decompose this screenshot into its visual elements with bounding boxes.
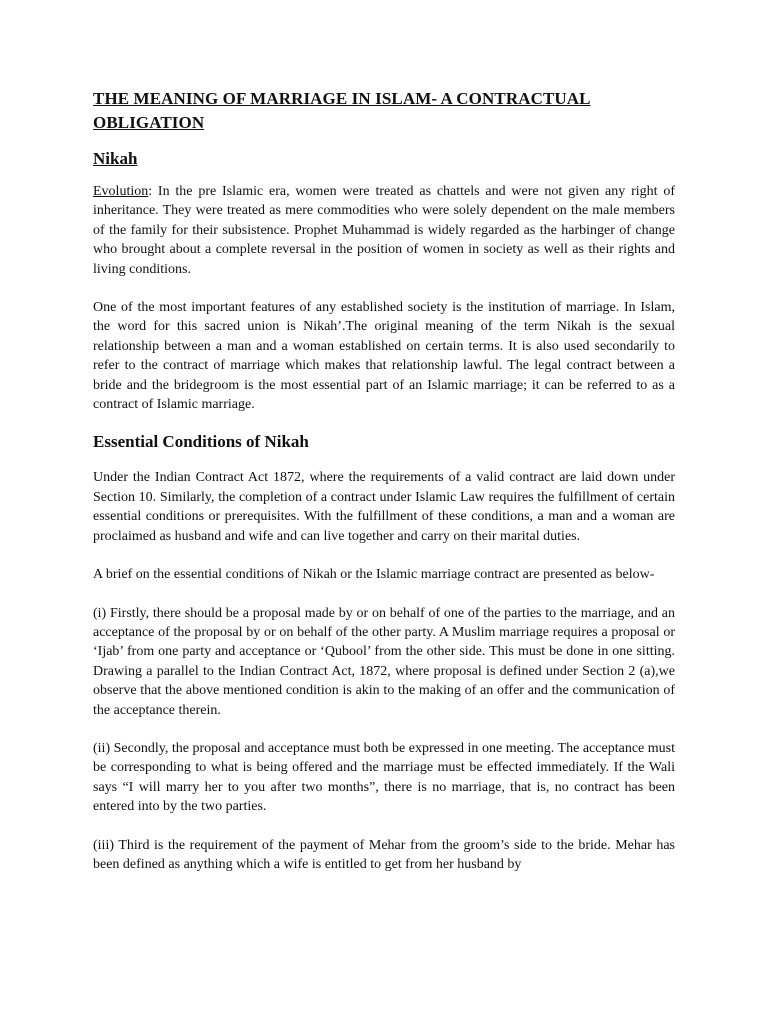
paragraph-condition-1: (i) Firstly, there should be a proposal made by or on behalf of one of the parties to the marriage, and an acceptance of the proposal by or on behalf of the other party. A Muslim marriage requires a proposal or ‘Ijab’ from one party and acceptance or ‘Qubool’ from the other side. This must be done in one sitting. Drawing a parallel to the Indian Contract Act, 1872, where proposal is defined under Section 2 (a),we observe that the above mentioned condition is akin to the making of an offer and the communication of the acceptance therein. <box>93 605 675 718</box>
paragraph-condition-2: (ii) Secondly, the proposal and acceptance must both be expressed in one meeting. The acceptance must be corresponding to what is being offered and the marriage must be effected immediately. If the Wali says “I will marry her to you after two months”, there is no marriage, that is, no contract has been entered into by the two parties. <box>93 740 675 815</box>
paragraph-evolution <box>93 182 675 279</box>
section-heading-essential-conditions: Essential Conditions of Nikah <box>93 432 309 452</box>
paragraph-institution: One of the most important features of any established society is the institution of marriage. In Islam, the word for this sacred union is Nikah’.The original meaning of the term Nikah is the sexual relationship between a man and a woman established on certain terms. It is also used secondarily to refer to the contract of marriage which makes that relationship lawful. The legal contract between a bride and the bridegroom is the most essential part of an Islamic marriage; it can be referred to as a contract of Islamic marriage. <box>93 300 675 413</box>
paragraph-indian-contract-act: Under the Indian Contract Act 1872, where the requirements of a valid contract are laid down under Section 10. Similarly, the completion of a contract under Islamic Law requires the fulfillment of certain essential conditions or prerequisites. With the fulfillment of these conditions, a man and a woman are proclaimed as husband and wife and can live together and carry on their marital duties. <box>93 470 675 544</box>
evolution-label: Evolution <box>93 184 149 199</box>
section-heading-nikah: Nikah <box>93 149 138 168</box>
paragraph-brief: A brief on the essential conditions of Nikah or the Islamic marriage contract are presented as below- <box>93 567 655 583</box>
evolution-text: : In the pre Islamic era, women were treated as chattels and were not given any right of inheritance. They were treated as mere commodities who were solely dependent on the male members of the family for their subsistence. Prophet Muhammad is widely regarded as the harbinger of change who brought about a complete reversal in the position of women in society as well as their rights and living conditions. <box>93 184 675 277</box>
document-title: THE MEANING OF MARRIAGE IN ISLAM- A CONTRACTUAL OBLIGATION <box>93 89 591 132</box>
paragraph-condition-3: (iii) Third is the requirement of the payment of Mehar from the groom’s side to the bride. Mehar has been defined as anything which a wife is entitled to get from her husband by <box>93 837 675 872</box>
